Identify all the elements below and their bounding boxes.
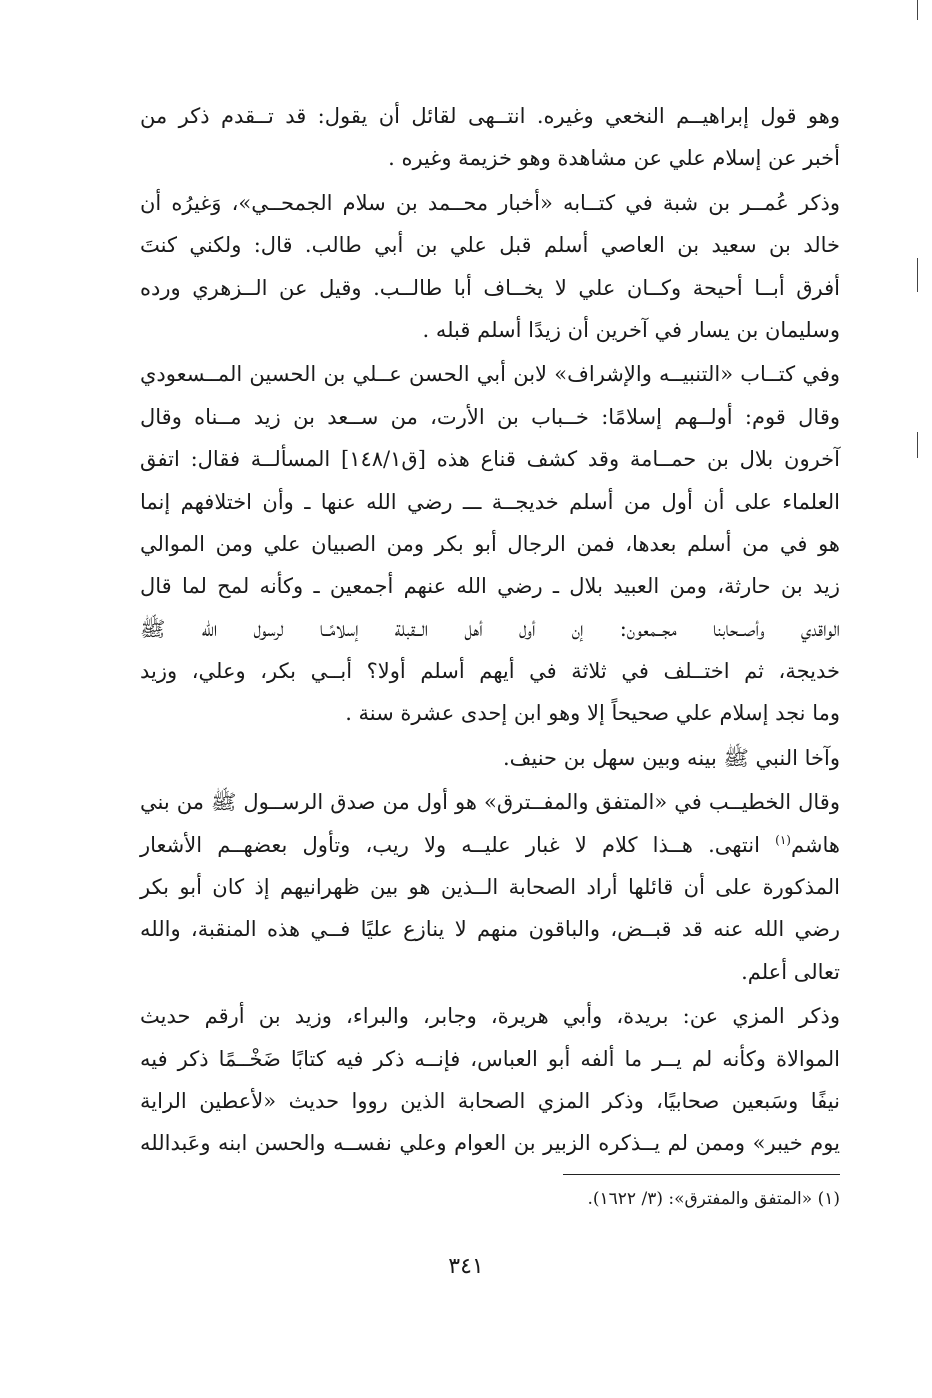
page-edge-mark [917,0,918,20]
main-text [140,95,840,1165]
text-line: نيفًا وسَبعين صحابيًا، وذكر المزي الصحابة الذين رووا حديث «لأعطين الراية [140,1088,840,1113]
text-line: يوم خيبر» وممن لم يــذكره الزبير بن العوام وعلي نفســه والحسن ابنه وعَبدالله [140,1131,840,1156]
text-line: خديجة، ثم اختــلف في ثلاثة في أيهم أسلم أولا؟ أبــي بكر، وعلي، وزيد [140,659,840,684]
footnote-ref-word: هاشم [790,832,840,857]
text-line: وفي كتــاب «التنبيــه والإشراف» لابن أبي الحسن عــلي بن الحسين المــسعودي [140,362,840,387]
footnote: (١) «المتفق والمفترق»: (٣/ ١٦٢٢). [587,1189,840,1209]
paragraph-2 [140,182,840,352]
text-line: وذكر المزي عن: بريدة، وأبي هريرة، وجابر، والبراء، وزيد بن أرقم حديث [140,1004,840,1029]
text-line: وقال قوم: أولــهم إسلامًا: خــباب بن الأرت، من ســعد بن زيد مــناه وقال [140,404,840,429]
paragraph-3 [140,353,840,735]
paragraph-6 [140,995,840,1165]
paragraph-1 [140,95,840,180]
paragraph-4 [140,737,840,779]
text-line: زيد بن حارثة، ومن العبيد بلال ـ رضي الله عنهم أجمعين ـ وكأنه لمح لما قال [140,574,840,599]
text-line: الموالاة وكأنه لم يــر ما ألفه أبو العباس، فإنــه ذكر فيه كتابًا ضَخْــمًا ذكر فيه [140,1046,840,1071]
text-line: تعالى أعلم. [741,959,840,984]
text-line: وسليمان بن يسار في آخرين أن زيدًا أسلم قبله . [422,317,840,342]
text-line: وقال الخطيــب في «المتفق والمفــترق» هو أول من صدق الرســول ﷺ من بني [140,790,840,815]
page-number: ٣٤١ [448,1254,484,1279]
text-line: وما نجد إسلام علي صحيحاً إلا وهو ابن إحدى عشرة سنة . [345,701,840,726]
text-line: وذكر عُمــر بن شبة في كتــابه «أخبار محــمد بن سلام الجمحــي»، وَغيرُه أن [140,190,840,215]
page-edge-mark [917,432,918,458]
text-line: وهو قول إبراهيــم النخعي وغيره. انتــهى لقائل أن يقول: قد تــقدم ذكر من [140,104,840,128]
text-line: آخرون بلال بن حمــامة وقد كشف قناع هذه [ق١٤٨/١] المسألــة فقال: اتفق [140,447,840,472]
text-line: أخبر عن إسلام علي عن مشاهدة وهو خزيمة وغيره . [388,146,840,171]
text-line-with-footnote-ref [140,824,840,866]
page-edge-mark [917,258,918,292]
footnote-ref-mark: (١) [775,832,791,847]
paragraph-5 [140,781,840,993]
text-line: أفرق أبــا أحيحة وكــان علي لا يخــاف أبا طالــب. وقيل عن الــزهري ورده [140,275,840,300]
text-line: الواقدي وأصــحابنا مجــمعون: إن أول أهل الــقبلة إسلامًــا لرسول الله ﷺ [140,616,840,641]
text-line: رضي الله عنه قد قبــض، والباقون منهم لا ينازع عليًا فــي هذه المنقبة، والله [140,917,840,942]
text-line: المذكورة على أن قائلها أراد الصحابة الــذين هو بين ظهرانيهم إذ كان أبو بكر [140,875,840,900]
text-line: وآخا النبي ﷺ بينه وبين سهل بن حنيف. [502,745,840,770]
text-line: هو في من أسلم بعدها، فمن الرجال أبو بكر ومن الصبيان علي ومن الموالي [140,531,840,556]
text-line: خالد بن سعيد بن العاصي أسلم قبل علي بن أبي طالب. قال: ولكني كنتَ [140,233,840,258]
footnote-separator [563,1174,840,1175]
text-line: العلماء على أن أول من أسلم خديجــة ـــ رضي الله عنها ـ وأن اختلافهم إنما [140,489,840,514]
text-line-rest: انتهى. هــذا كلام لا غبار عليــه ولا ريب، وتأول بعضهــم الأشعار [140,832,760,857]
